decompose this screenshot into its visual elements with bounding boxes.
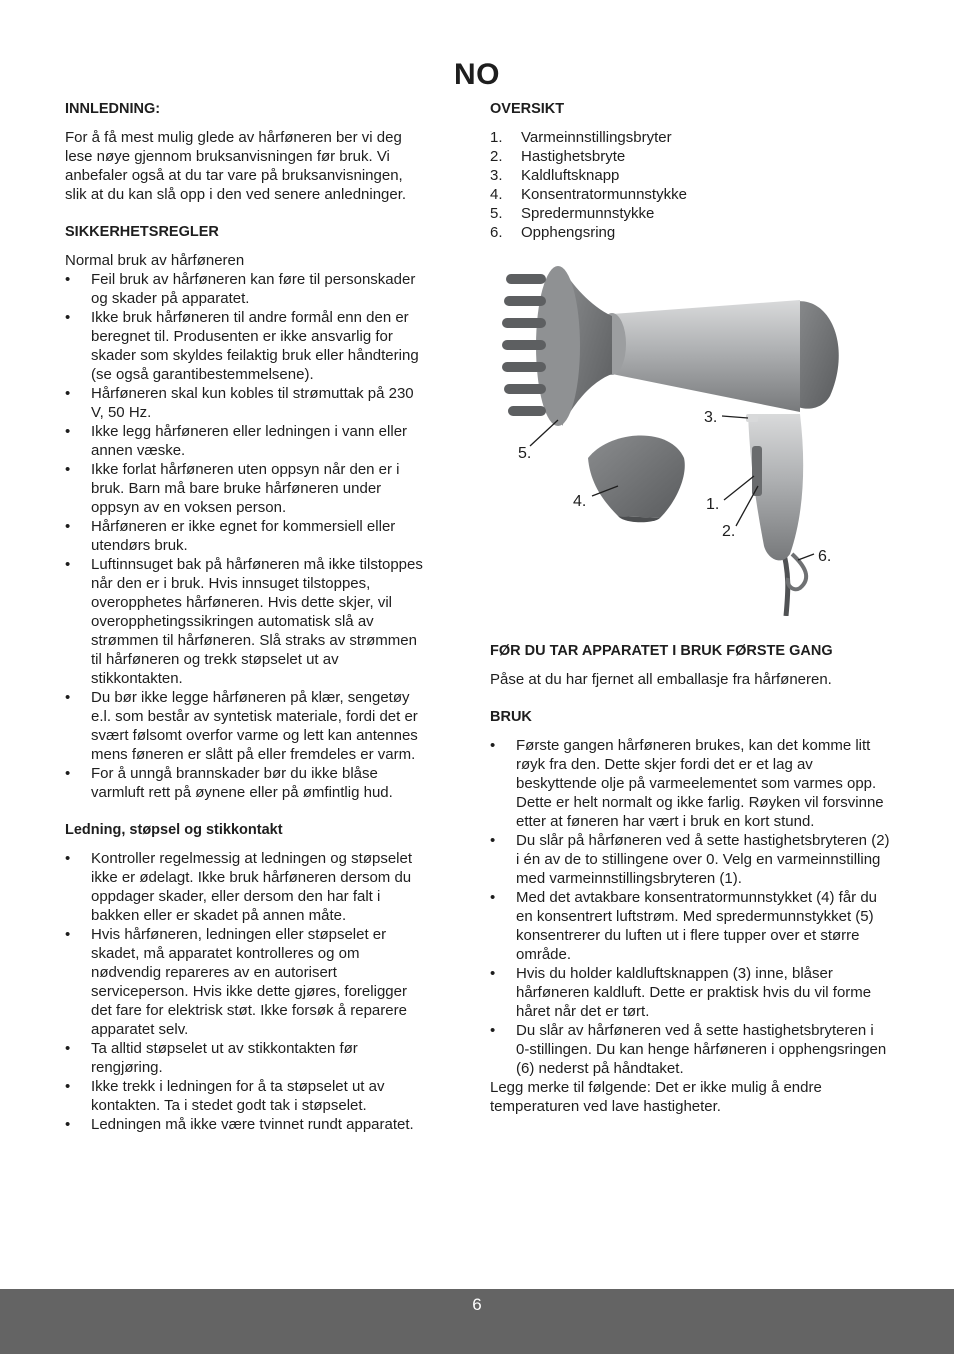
list-item: • Du slår på hårføneren ved å sette hastighetsbryteren (2) i én av de to stillingene over 0. Velg en varmeinnstilling med varmeinnstillingsbryteren (1). xyxy=(490,831,890,888)
intro-heading: INNLEDNING: xyxy=(65,101,161,117)
label-6: 6. xyxy=(818,548,832,565)
usage-list xyxy=(490,736,890,1078)
page-number: 6 xyxy=(472,1295,482,1314)
list-item: • Ta alltid støpselet ut av stikkontakten før rengjøring. xyxy=(65,1039,425,1077)
list-item: 5. Spredermunnstykke xyxy=(490,205,655,222)
label-5: 5. xyxy=(518,445,532,462)
list-item: • For å unngå brannskader bør du ikke blåse varmluft rett på øynene eller på ømfintlig hud. xyxy=(65,764,425,802)
list-item: • Ikke legg hårføneren eller ledningen i vann eller annen væske. xyxy=(65,422,425,460)
list-item: • Luftinnsuget bak på hårføneren må ikke tilstoppes når den er i bruk. Hvis innsuget tilstoppes, overopphetes hårføneren. Hvis dette skjer, vil overopphetingssikringen automatisk slå av strømmen til hårføneren. Slå straks av strømmen til hårføneren og trekk støpselet ut av stikkontakten. xyxy=(65,555,425,688)
first-use-heading: FØR DU TAR APPARATET I BRUK FØRSTE GANG xyxy=(490,643,833,659)
hair-dryer-illustration xyxy=(500,254,840,616)
list-item: • Du bør ikke legge hårføneren på klær, sengetøy e.l. som består av syntetisk materiale, fordi det er svært følsomt overfor varme og lett kan antennes mens føneren er slått på eller fremdeles er varm. xyxy=(65,688,425,764)
list-item: 4. Konsentratormunnstykke xyxy=(490,186,687,203)
list-item: 3. Kaldluftsknapp xyxy=(490,167,620,184)
list-item: • Ledningen må ikke være tvinnet rundt apparatet. xyxy=(65,1115,425,1134)
list-item: 2. Hastighetsbryte xyxy=(490,148,626,165)
label-2: 2. xyxy=(722,523,736,540)
left-column xyxy=(65,100,425,1134)
list-item: • Hvis hårføneren, ledningen eller støpselet er skadet, må apparatet kontrolleres og om nødvendig repareres av en autorisert serviceperson. Hvis ikke dette gjøres, foreligger det fare for elektrisk støt. Ikke forsøk å reparere apparatet selv. xyxy=(65,925,425,1039)
list-item: • Feil bruk av hårføneren kan føre til personskader og skader på apparatet. xyxy=(65,270,425,308)
language-heading: NO xyxy=(454,58,500,91)
usage-heading: BRUK xyxy=(490,709,532,725)
list-item: • Hvis du holder kaldluftsknappen (3) inne, blåser hårføneren kaldluft. Dette er praktisk hvis du vil forme håret når det er tørt. xyxy=(490,964,890,1021)
safety-subtitle: Normal bruk av hårføneren xyxy=(65,252,245,269)
label-4: 4. xyxy=(573,493,587,510)
list-item: 1. Varmeinnstillingsbryter xyxy=(490,129,672,146)
cord-list xyxy=(65,849,425,1134)
first-use-text: Påse at du har fjernet all emballasje fra hårføneren. xyxy=(490,671,832,688)
safety-list xyxy=(65,270,425,802)
list-item: • Ikke forlat hårføneren uten oppsyn når den er i bruk. Barn må bare bruke hårføneren under oppsyn av en voksen person. xyxy=(65,460,425,517)
overview-heading: OVERSIKT xyxy=(490,101,565,117)
overview-list xyxy=(490,128,890,242)
list-item: • Hårføneren skal kun kobles til strømuttak på 230 V, 50 Hz. xyxy=(65,384,425,422)
list-item: • Ikke trekk i ledningen for å ta støpselet ut av kontakten. Ta i stedet godt tak i støpselet. xyxy=(65,1077,425,1115)
list-item: 6. Opphengsring xyxy=(490,224,616,241)
usage-note: Legg merke til følgende: Det er ikke mulig å endre temperaturen ved lave hastigheter. xyxy=(490,1079,822,1115)
list-item: • Med det avtakbare konsentratormunnstykket (4) får du en konsentrert luftstrøm. Med spredermunnstykket (5) konsentrerer du luften ut i flere tupper over et større område. xyxy=(490,888,890,964)
list-item: • Ikke bruk hårføneren til andre formål enn den er beregnet til. Produsenten er ikke ansvarlig for skader som skyldes feilaktig bruk eller håndtering (se også garantibestemmelsene). xyxy=(65,308,425,384)
list-item: • Hårføneren er ikke egnet for kommersiell eller utendørs bruk. xyxy=(65,517,425,555)
list-item: • Første gangen hårføneren brukes, kan det komme litt røyk fra den. Dette skjer fordi det er et lag av beskyttende olje på varmeelementet som varmes opp. Dette er helt normalt og ikke farlig. Røyken vil forsvinne etter at føneren har vært i bruk en kort stund. xyxy=(490,736,890,831)
safety-heading: SIKKERHETSREGLER xyxy=(65,224,219,240)
footer-bar xyxy=(0,1289,954,1354)
cord-heading: Ledning, støpsel og stikkontakt xyxy=(65,822,283,838)
list-item: • Du slår av hårføneren ved å sette hastighetsbryteren i 0-stillingen. Du kan henge hårføneren i opphengsringen (6) nederst på håndtaket. xyxy=(490,1021,890,1078)
intro-text: For å få mest mulig glede av hårføneren ber vi deg lese nøye gjennom bruksanvisningen før bruk. Vi anbefaler også at du tar vare på bruksanvisningen, slik at du kan slå opp i den ved senere anledninger. xyxy=(65,129,407,203)
hair-dryer-drawing xyxy=(500,254,840,616)
label-3: 3. xyxy=(704,409,718,426)
list-item: • Kontroller regelmessig at ledningen og støpselet ikke er ødelagt. Ikke bruk hårføneren dersom du oppdager skader, eller dersom den har falt i bakken eller er skadet på annen måte. xyxy=(65,849,425,925)
label-1: 1. xyxy=(706,496,720,513)
